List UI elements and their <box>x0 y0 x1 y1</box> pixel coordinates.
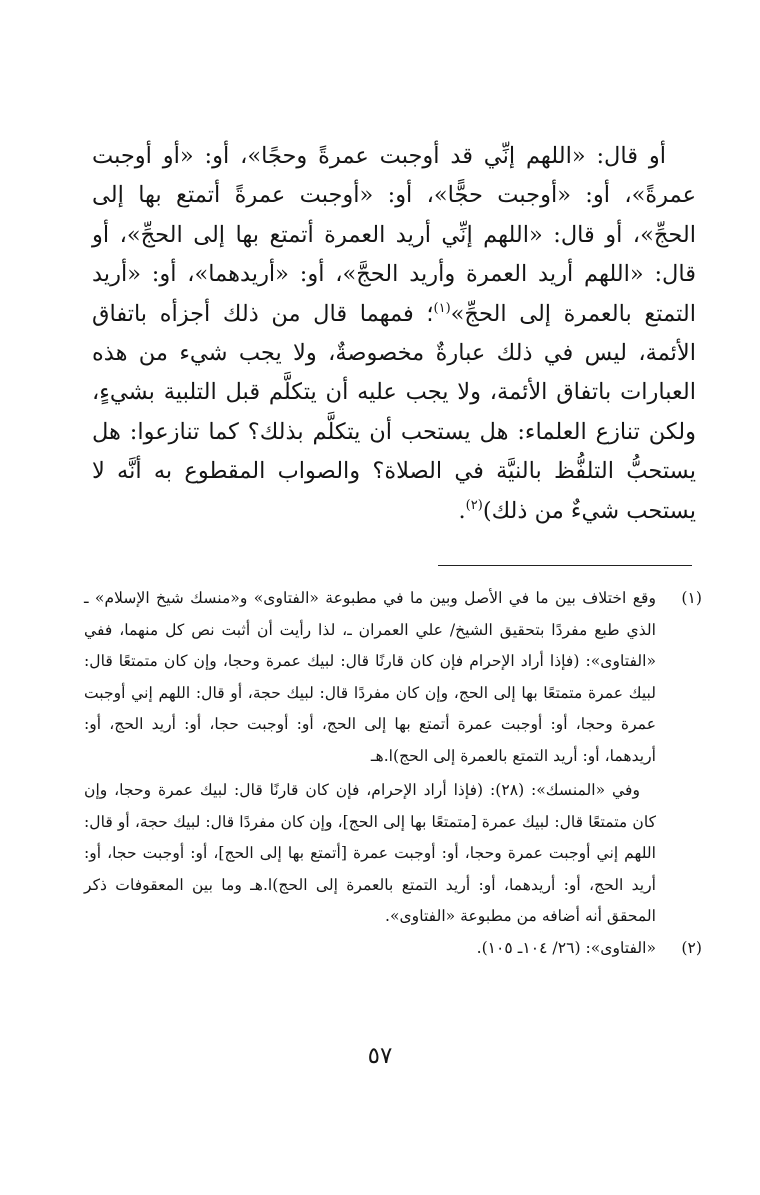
footnote-separator <box>438 565 692 566</box>
footnote-2 <box>84 933 702 965</box>
footnote-paragraph: وقع اختلاف بين ما في الأصل وبين ما في مطبوعة «الفتاوى» و«منسك شيخ الإسلام» ـ الذي طبع مفردًا بتحقيق الشيخ/ علي العمران ـ، لذا رأيت أن أثبت نص كل منهما، ففي «الفتاوى»: (فإذا أراد الإحرام فإن كان قارنًا قال: لبيك عمرة وحجا، وإن كان متمتعًا قال: لبيك عمرة متمتعًا بها إلى الحج، وإن كان مفردًا قال: لبيك حجة، أو قال: اللهم إني أوجبت عمرة وحجا، أو: أوجبت عمرة أتمتع بها إلى الحج، أو: أوجبت حجا، أو: أريد الحج، أو: أريدهما، أو: أريد التمتع بالعمرة إلى الحج)ا.هـ <box>84 589 656 765</box>
page-number: ٥٧ <box>367 1043 393 1069</box>
footnote-1 <box>84 583 702 933</box>
footnote-number: (٢) <box>681 938 702 957</box>
footnotes <box>84 583 702 964</box>
main-text <box>92 137 696 531</box>
footnote-number: (١) <box>681 589 702 607</box>
main-paragraph <box>92 137 696 531</box>
main-text-part-b: ؛ فمهما قال من ذلك أجزأه باتفاق الأئمة، ليس في ذلك عبارةٌ مخصوصةٌ، ولا يجب شيء من هذه العبارات باتفاق الأئمة، ولا يجب عليه أن يتكلَّم قبل التلبية بشيءٍ، ولكن تنازع العلماء: هل يستحب أن يتكلَّم بذلك؟ كما تنازعوا: هل يستحبُّ التلفُّظ بالنيَّة في الصلاة؟ والصواب المقطوع به أنَّه لا يستحب شيءٌ من ذلك) <box>92 300 696 524</box>
footnote-ref-1[interactable]: (١) <box>433 300 451 316</box>
main-text-part-a: أو قال: «اللهم إنِّي قد أوجبت عمرةً وحجًا»، أو: «أو أوجبت عمرةً»، أو: «أوجبت حجًّا»، أو: «أوجبت عمرةً أتمتع بها إلى الحجِّ»، أو قال: «اللهم إنِّي أريد العمرة أتمتع بها إلى الحجِّ»، أو قال: «اللهم أريد العمرة وأريد الحجَّ»، أو: «أريدهما»، أو: «أريد التمتع بالعمرة إلى الحجِّ» <box>92 143 696 327</box>
footnote-paragraph: وفي «المنسك»: (٢٨): (فإذا أراد الإحرام، فإن كان قارنًا قال: لبيك عمرة وحجا، وإن كان متمتعًا قال: لبيك عمرة [متمتعًا بها إلى الحج]، وإن كان مفردًا قال: لبيك حجة، أو قال: اللهم إني أوجبت عمرة وحجا، أو: أوجبت عمرة [أتمتع بها إلى الحج]، أو: أوجبت حجا، أو: أريد الحج، أو: أريدهما، أو: أريد التمتع بالعمرة إلى الحج)ا.هـ وما بين المعقوفات ذكر المحقق أنه أضافه من مطبوعة «الفتاوى». <box>84 781 656 925</box>
footnote-paragraph: «الفتاوى»: (٢٦/ ١٠٤ـ ١٠٥). <box>476 938 656 957</box>
footnote-ref-2[interactable]: (٢) <box>465 497 483 513</box>
main-text-part-c: . <box>458 497 466 524</box>
